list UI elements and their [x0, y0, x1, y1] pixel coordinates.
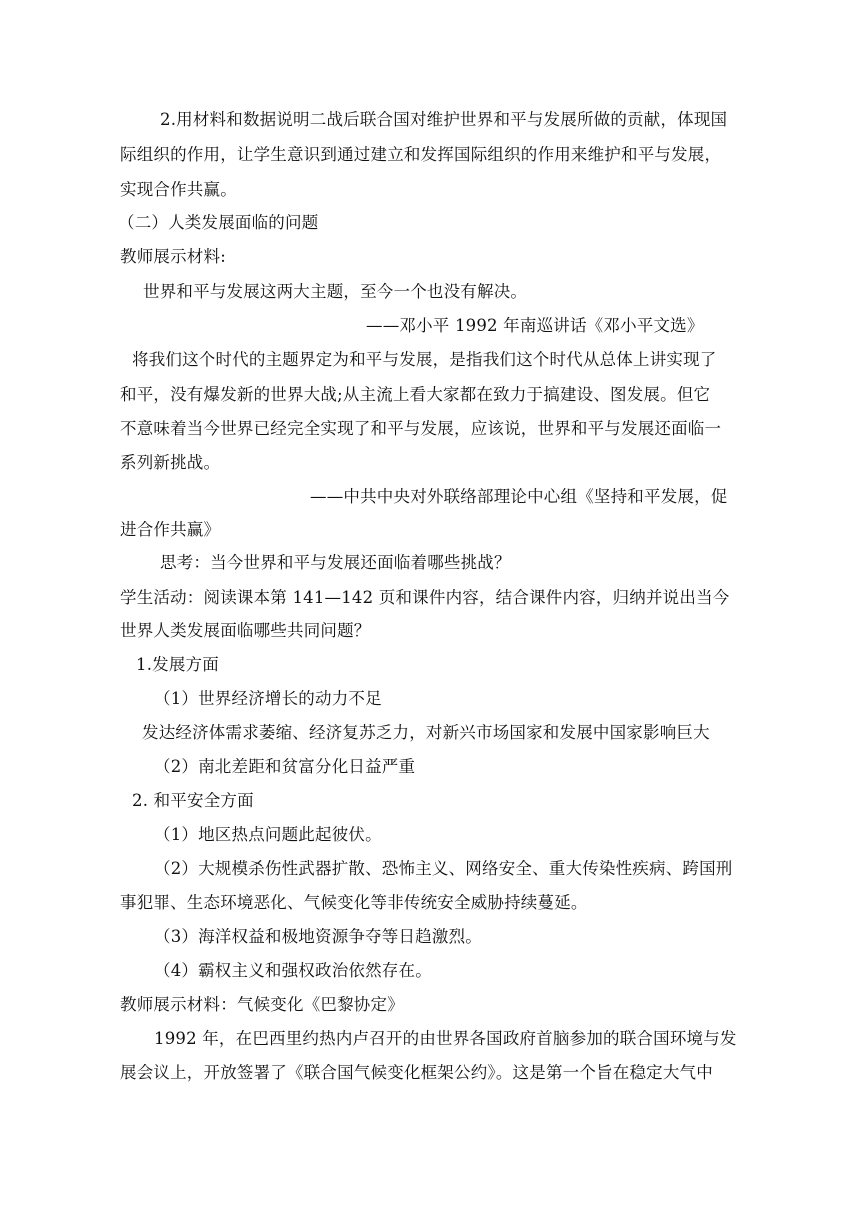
paragraph-line: 1992 年，在巴西里约热内卢召开的由世界各国政府首脑参加的联合国环境与发 — [154, 1029, 737, 1048]
paragraph-line: 际组织的作用，让学生意识到通过建立和发挥国际组织的作用来维护和平与发展， — [120, 145, 722, 164]
quote-line: 将我们这个时代的主题界定为和平与发展，是指我们这个时代从总体上讲实现了 — [132, 350, 717, 369]
list-heading: 1.发展方面 — [136, 655, 219, 674]
paragraph-line: 思考：当今世界和平与发展还面临着哪些挑战？ — [160, 553, 511, 572]
quote-attribution: ——中共中央对外联络部理论中心组《坚持和平发展，促 — [310, 487, 728, 506]
list-item: （4）霸权主义和强权政治依然存在。 — [154, 961, 432, 980]
quote-line: 世界和平与发展这两大主题，至今一个也没有解决。 — [143, 282, 528, 301]
paragraph-line: 2.用材料和数据说明二战后联合国对维护世界和平与发展所做的贡献，体现国 — [160, 110, 728, 129]
list-item: （1）地区热点问题此起彼伏。 — [154, 825, 382, 844]
list-item: 事犯罪、生态环境恶化、气候变化等非传统安全威胁持续蔓延。 — [120, 893, 588, 912]
list-item: （2）南北差距和贫富分化日益严重 — [154, 757, 416, 776]
quote-line: 系列新挑战。 — [120, 453, 221, 472]
list-item: （1）世界经济增长的动力不足 — [154, 689, 382, 708]
paragraph-line: 教师展示材料：气候变化《巴黎协定》 — [120, 995, 404, 1014]
paragraph-line: 实现合作共赢。 — [120, 180, 237, 199]
section-heading: （二）人类发展面临的问题 — [118, 213, 319, 232]
quote-line: 不意味着当今世界已经完全实现了和平与发展，应该说，世界和平与发展还面临一 — [120, 419, 722, 438]
paragraph-line: 发达经济体需求萎缩、经济复苏乏力，对新兴市场国家和发展中国家影响巨大 — [142, 723, 710, 742]
quote-line: 和平，没有爆发新的世界大战;从主流上看大家都在致力于搞建设、图发展。但它 — [120, 385, 711, 404]
quote-attribution: 进合作共赢》 — [120, 520, 221, 539]
list-item: （2）大规模杀伤性武器扩散、恐怖主义、网络安全、重大传染性疾病、跨国刑 — [154, 859, 733, 878]
list-heading: 2. 和平安全方面 — [132, 791, 254, 810]
paragraph-line: 展会议上，开放签署了《联合国气候变化框架公约》。这是第一个旨在稳定大气中 — [120, 1063, 713, 1082]
quote-attribution: ——邓小平 1992 年南巡讲话《邓小平文选》 — [366, 316, 704, 335]
paragraph-line: 世界人类发展面临哪些共同问题？ — [120, 621, 371, 640]
paragraph-line: 教师展示材料: — [120, 247, 226, 266]
list-item: （3）海洋权益和极地资源争夺等日趋激烈。 — [154, 927, 482, 946]
paragraph-line: 学生活动：阅读课本第 141—142 页和课件内容，结合课件内容，归纳并说出当今 — [120, 588, 730, 607]
